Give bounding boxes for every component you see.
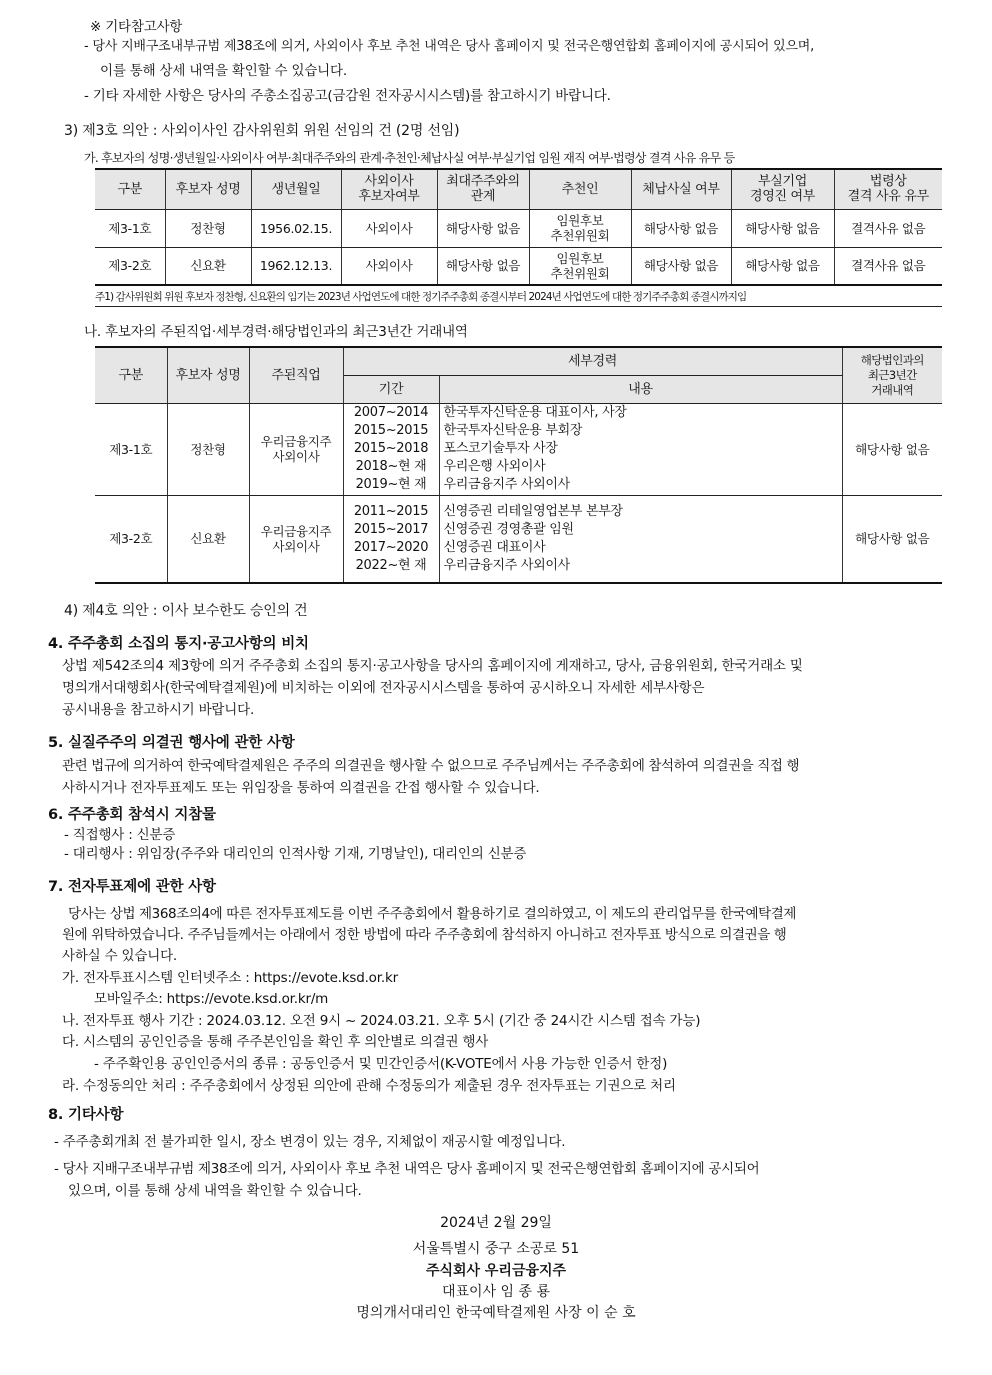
cell: 신요환	[167, 495, 249, 583]
sec4-l3: 공시내용을 참고하시기 바랍니다.	[62, 702, 255, 718]
cell: 결격사유 없음	[834, 209, 942, 247]
th-career: 세부경력	[343, 347, 842, 375]
cell: 1956.02.15.	[251, 209, 341, 247]
th-outside: 사외이사 후보자여부	[341, 169, 437, 209]
sec7-l2: 원에 위탁하였습니다. 주주님들께서는 아래에서 정한 방법에 따라 주주총회에 참석하지 아니하고 전자투표 방식으로 의결권을 행	[62, 927, 787, 943]
ref-note-title: ※ 기타참고사항	[90, 19, 183, 35]
th-gubun: 구분	[95, 347, 167, 403]
sec7-l3: 사하실 수 있습니다.	[62, 948, 178, 964]
cell: 제3-1호	[95, 209, 165, 247]
career-table	[95, 346, 942, 584]
sec4-l2: 명의개서대행회사(한국예탁결제원)에 비치하는 이외에 전자공시시스템을 통하여 공시하오니 자세한 세부사항은	[62, 680, 705, 696]
agenda3-sub-a: 가. 후보자의 성명·생년월일·사외이사 여부·최대주주와의 관계·추천인·체납사실 여부·부실기업 임원 재직 여부·법령상 결격 사유 유무 등	[84, 151, 735, 165]
cell: 해당사항 없음	[731, 247, 834, 285]
cell: 1962.12.13.	[251, 247, 341, 285]
table-footnote: 주1) 감사위원회 위원 후보자 정찬형, 신요환의 임기는 2023년 사업연도에 대한 정기주주총회 종결시부터 2024년 사업연도에 대한 정기주주총회 종결시까지임	[95, 288, 942, 307]
cell: 사외이사	[341, 247, 437, 285]
sec8-l3: 있으며, 이를 통해 상세 내역을 확인할 수 있습니다.	[68, 1183, 362, 1199]
th-recommender: 추천인	[529, 169, 631, 209]
th-gubun: 구분	[95, 169, 165, 209]
th-arrears: 체납사실 여부	[631, 169, 731, 209]
th-name: 후보자 성명	[167, 347, 249, 403]
table-row	[95, 247, 942, 285]
sec4-title: 4. 주주총회 소집의 통지·공고사항의 비치	[48, 636, 309, 652]
sec6-l1: - 직접행사 : 신분증	[64, 827, 176, 843]
cell: 우리금융지주 사외이사	[249, 403, 343, 495]
cell: 해당사항 없음	[842, 403, 942, 495]
sec7-l1: 당사는 상법 제368조의4에 따른 전자투표제도를 이번 주주총회에서 활용하기로 결의하였고, 이 제도의 관리업무를 한국예탁결제	[68, 906, 797, 922]
sec7-c1: - 주주확인용 공인인증서의 종류 : 공동인증서 및 민간인증서(K-VOTE에서 사용 가능한 인증서 한정)	[94, 1056, 668, 1072]
cell-periods: 2011~2015 2015~2017 2017~2020 2022~현 재	[343, 495, 439, 583]
sec5-l2: 사하시거나 전자투표제도 또는 위임장을 통하여 의결권을 간접 행사할 수 있습니다.	[62, 780, 540, 796]
cell: 제3-2호	[95, 247, 165, 285]
cell: 정찬형	[167, 403, 249, 495]
ref-note-line2: - 기타 자세한 사항은 당사의 주총소집공고(금감원 전자공시시스템)를 참고하시기 바랍니다.	[84, 88, 611, 104]
cell: 해당사항 없음	[631, 209, 731, 247]
cell: 사외이사	[341, 209, 437, 247]
agenda3-title: 3) 제3호 의안 : 사외이사인 감사위원회 위원 선임의 건 (2명 선임)	[64, 123, 460, 139]
sec7-a1: 가. 전자투표시스템 인터넷주소 : https://evote.ksd.or.kr	[62, 970, 398, 986]
cell: 임원후보 추천위원회	[529, 247, 631, 285]
th-birth: 생년월일	[251, 169, 341, 209]
candidate-table	[95, 168, 942, 286]
sec7-a2: 모바일주소: https://evote.ksd.or.kr/m	[94, 991, 329, 1007]
cell-contents: 한국투자신탁운용 대표이사, 사장 한국투자신탁운용 부회장 포스코기술투자 사장 우리은행 사외이사 우리금융지주 사외이사	[439, 403, 842, 495]
cell: 임원후보 추천위원회	[529, 209, 631, 247]
cell-periods: 2007~2014 2015~2015 2015~2018 2018~현 재 2019~현 재	[343, 403, 439, 495]
sec6-title: 6. 주주총회 참석시 지참물	[48, 807, 216, 823]
company-address: 서울특별시 중구 소공로 51	[412, 1241, 580, 1257]
th-disqualify: 법령상 결격 사유 유무	[834, 169, 942, 209]
cell: 결격사유 없음	[834, 247, 942, 285]
sec8-l2: - 당사 지배구조내부규범 제38조에 의거, 사외이사 후보 추천 내역은 당사 홈페이지 및 전국은행연합회 홈페이지에 공시되어	[54, 1161, 760, 1177]
table-row	[95, 495, 942, 583]
th-trade: 해당법인과의 최근3년간 거래내역	[842, 347, 942, 403]
notice-date: 2024년 2월 29일	[440, 1215, 552, 1231]
company-name: 주식회사 우리금융지주	[425, 1263, 567, 1279]
cell: 신요환	[165, 247, 251, 285]
cell: 정찬형	[165, 209, 251, 247]
sec7-b: 나. 전자투표 행사 기간 : 2024.03.12. 오전 9시 ~ 2024.03.21. 오후 5시 (기간 중 24시간 시스템 접속 가능)	[62, 1013, 701, 1029]
th-relation: 최대주주와의 관계	[437, 169, 529, 209]
sec4-l1: 상법 제542조의4 제3항에 의거 주주총회 소집의 통지·공고사항을 당사의 홈페이지에 게재하고, 당사, 금융위원회, 한국거래소 및	[62, 658, 803, 674]
sec7-title: 7. 전자투표제에 관한 사항	[48, 879, 216, 895]
cell: 해당사항 없음	[842, 495, 942, 583]
cell-contents: 신영증권 리테일영업본부 본부장 신영증권 경영총괄 임원 신영증권 대표이사 우리금융지주 사외이사	[439, 495, 842, 583]
th-job: 주된직업	[249, 347, 343, 403]
sec8-l1: - 주주총회개최 전 불가피한 일시, 장소 변경이 있는 경우, 지체없이 재공시할 예정입니다.	[54, 1134, 566, 1150]
sec5-l1: 관련 법규에 의거하여 한국예탁결제원은 주주의 의결권을 행사할 수 없으므로 주주님께서는 주주총회에 참석하여 의결권을 직접 행	[62, 758, 800, 774]
sec6-l2: - 대리행사 : 위임장(주주와 대리인의 인적사항 기재, 기명날인), 대리인의 신분증	[64, 846, 527, 862]
table-row	[95, 209, 942, 247]
cell: 우리금융지주 사외이사	[249, 495, 343, 583]
th-name: 후보자 성명	[165, 169, 251, 209]
cell: 해당사항 없음	[437, 247, 529, 285]
sec5-title: 5. 실질주주의 의결권 행사에 관한 사항	[48, 735, 295, 751]
ref-note-line1: - 당사 지배구조내부규범 제38조에 의거, 사외이사 후보 추천 내역은 당사 홈페이지 및 전국은행연합회 홈페이지에 공시되어 있으며,	[84, 39, 815, 54]
th-insolvent: 부실기업 경영진 여부	[731, 169, 834, 209]
ceo-name: 대표이사 임 종 룡	[441, 1284, 551, 1300]
cell: 해당사항 없음	[731, 209, 834, 247]
cell: 제3-2호	[95, 495, 167, 583]
table-row	[95, 403, 942, 495]
agenda4-title: 4) 제4호 의안 : 이사 보수한도 승인의 건	[64, 603, 308, 619]
transfer-agent: 명의개서대리인 한국예탁결제원 사장 이 순 호	[356, 1305, 636, 1321]
cell: 제3-1호	[95, 403, 167, 495]
sec7-c: 다. 시스템의 공인인증을 통해 주주본인임을 확인 후 의안별로 의결권 행사	[62, 1034, 489, 1050]
sec8-title: 8. 기타사항	[48, 1107, 124, 1123]
agenda3-sub-b: 나. 후보자의 주된직업·세부경력·해당법인과의 최근3년간 거래내역	[84, 324, 468, 340]
th-period: 기간	[343, 375, 439, 403]
cell: 해당사항 없음	[437, 209, 529, 247]
cell: 해당사항 없음	[631, 247, 731, 285]
th-content: 내용	[439, 375, 842, 403]
sec7-d: 라. 수정동의안 처리 : 주주총회에서 상정된 의안에 관해 수정동의가 제출된 경우 전자투표는 기권으로 처리	[62, 1078, 676, 1094]
ref-note-line1b: 이를 통해 상세 내역을 확인할 수 있습니다.	[100, 63, 347, 79]
